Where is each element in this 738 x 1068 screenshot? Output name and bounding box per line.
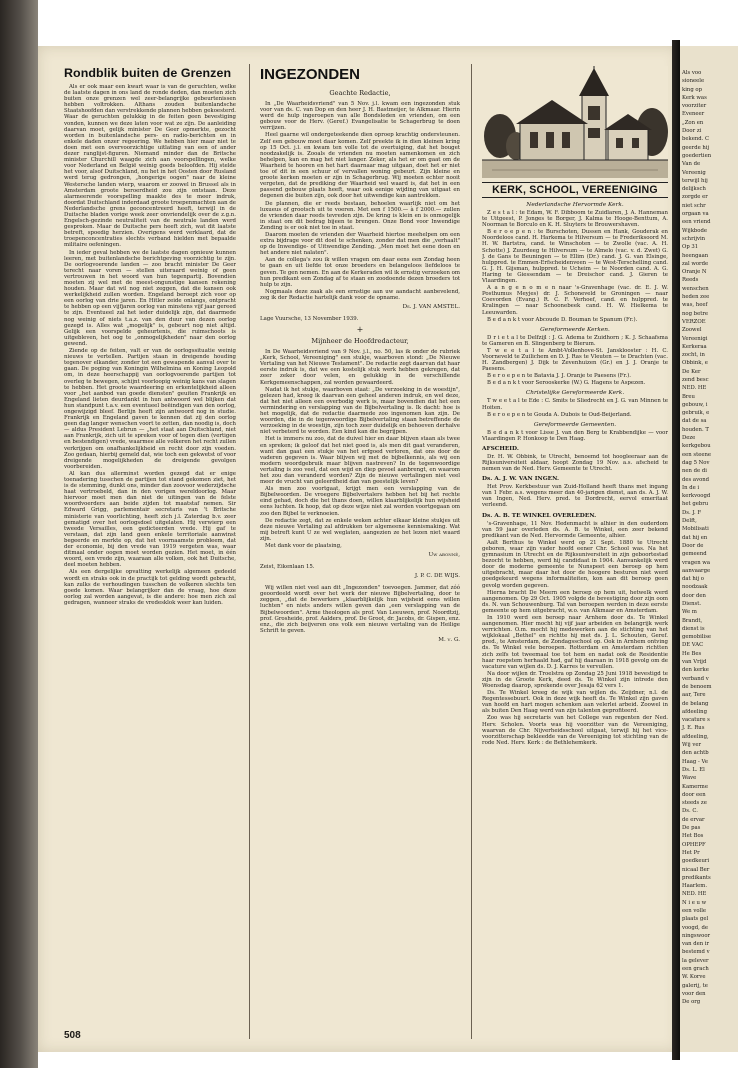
adjacent-page-line: In de i bbox=[682, 484, 700, 491]
van-ingen-body: Het Prov. Kerkbestuur van Zuid-Holland heeft thans met ingang van 1 Febr. a.s. wegens meer dan 40-jarigen dienst, aan ds. A. J. W. van Ingen, Ned. Herv. pred. te Dordrecht, eervol emeritaat verleend. bbox=[482, 484, 668, 509]
column-divider bbox=[471, 64, 472, 1039]
adjacent-page-line: een volle bbox=[682, 907, 707, 914]
adjacent-page-line: king op bbox=[682, 86, 702, 93]
te-winkel-paragraph: In 1910 werd een beroep naar Arnhem door ds. Te Winkel aangenomen. Hier mocht hij vijf jaar arbeiden en belangrijk werk verrichten. O.m. mocht hij medewerken aan de stichting van het wijklokaal „Bethel" en richtte hij met ds. J. L. Schouten, Geref. pred., te Amsterdam, de Zondagsschool op. Ook in Arnhem ontving ds. Te Winkel vele beroepen. Rotterdam en Amsterdam richtten zich zelfs tot tweemaal toe tot hem en nadat ook de Residentie haar roepstem herhaald had, gaf hij daaraan in 1918 gevolg om de vacature van wijlen ds. D. J. Karres te vervullen. bbox=[482, 614, 668, 670]
adjacent-page-line: niet schr bbox=[682, 202, 706, 209]
herv-kerk-body bbox=[482, 210, 668, 323]
geref-kerken-paragraph: D r i e t a l te Delfzijl : J. G. Adema te Zuidhorn ; K. J. Schaafsma te Gameren en B. Slingenberg te Bierum. bbox=[482, 334, 668, 347]
adjacent-page-line: dag 5 Nov bbox=[682, 459, 710, 466]
adjacent-page-line: zal worde bbox=[682, 260, 709, 267]
letter2-paragraph: Met dank voor de plaatsing, bbox=[265, 543, 342, 549]
adjacent-page-line: aar, Tere bbox=[682, 692, 706, 699]
adjacent-page-line: sioneele bbox=[682, 78, 705, 85]
separator-cross: + bbox=[356, 325, 364, 335]
adjacent-page-line: Ds. J. F bbox=[682, 509, 702, 516]
adjacent-page-line: gebouw, i bbox=[682, 401, 708, 408]
page-number: 508 bbox=[64, 1030, 81, 1041]
adjacent-page-text bbox=[682, 70, 736, 1008]
te-winkel-paragraph: 's-Gravenhage, 11 Nov. Hedenmacht is alhier in den ouderdom van 59 jaar overleden ds. A. B. te Winkel, een zeer bekend predikant van de Ned. Hervormde Gemeente, alhier. bbox=[482, 520, 668, 539]
herv-kerk-paragraph: Z e s t a l : te Edam, W. F. Dibboom te Zuidlaren, J. A. Hanneman te Uitgeest, P. Jonges te Borger, J. Kalma te Hooge-Benttum, A. Noorman te Borculo en K. H. Sluyters te Brouwershaven. bbox=[482, 210, 668, 229]
adjacent-page-line: N i e u w bbox=[682, 899, 707, 906]
adjacent-page-line: De Ker bbox=[682, 368, 701, 375]
adjacent-page-line: voorziter bbox=[682, 103, 707, 110]
section-geref-kerken: Gereformeerde Kerken. bbox=[540, 326, 610, 333]
adjacent-page-line: vacature s bbox=[682, 717, 710, 724]
rondblik-paragraph: Al kan dus allerminst worden gezegd dat er enige toenadering tusschen de partijen tot stand gekomen ziet, het is de stemming, dunkt ons, minder dan zoovoor wederzijdsche haat vertroebeld, dan in den vorigen wereldoorlog. Maar hiervoor moet men dan niet de uitingen van de felste woordvoerders aan beide zijden tot maatstaf nemen. Sir Edward Grigg, parlementair secretaris van 't Britsche ministerie van voorlichting, heeft zich j.l. Zaterdag b.v. zeer gematigd over het oorlogsdoel uitgelaten. Hij verwierp een tweede Versailles, een gedicteerden vrede. Hij gaf te verstaan, dat zijn land geen enkele territoriale aanwinst begeerde en merkte op, dat het voornaamste probleem, dat der economie, bij den vrede van 1919 vergeten was, waar ditmaal onder oogen moet worden gezien. Het moet, in één woord, een vrede zijn, waaraan alle volken, ook het Duitsche, deel moeten hebben. bbox=[64, 470, 236, 569]
adjacent-page-line: Zoowel bbox=[682, 327, 702, 334]
adjacent-page-line: heden zee bbox=[682, 294, 710, 301]
adjacent-page-line: kerkgebou bbox=[682, 443, 711, 450]
adjacent-page-line: Deze bbox=[682, 435, 696, 442]
adjacent-page-line: de benoem bbox=[682, 683, 712, 690]
church-illustration bbox=[482, 66, 668, 178]
adjacent-page-line: Brandt, bbox=[682, 617, 703, 624]
rondblik-paragraph: Als een dergelijke opvatting werkelijk algemeen gedeeld wordt en straks ook in de practijk tot gelding wordt gebracht, kan zulks de verhoudingen tusschen de volkeren slechts ten goede komen. Waar belangrijker dan de vraag, hoe deze oorlog zal worden aangevat, is die andere: hoe men zich zal gedragen, wanneer straks de vredesklok weer kan luiden. bbox=[64, 569, 236, 606]
letter2-place: Zeist, Eikenlaan 15. bbox=[260, 564, 315, 571]
adjacent-page-line: van Vrijd bbox=[682, 659, 707, 666]
adjacent-page-line: predikants bbox=[682, 874, 711, 881]
adjacent-page-line: terwijl hij bbox=[682, 177, 708, 184]
adjacent-page-line: orgaan va bbox=[682, 211, 709, 218]
letter2-signature: J. P. C. DE WIJS. bbox=[414, 573, 460, 580]
adjacent-page-line: steeds ze bbox=[682, 800, 707, 807]
te-winkel-paragraph: Aalt Berthus te Winkel werd op 21 Sept. 1880 te Utrecht geboren, waar zijn vader hoofd eener Chr. School was. Na het gymnasium in Utrecht en de Rijksuniversiteit in zijn geboortestad bezocht te hebben, werd hij candidaat in 1904. Aanvankelijk werd door de moderne gemeente te Nunspeet een beroep op hem uitgebracht, maar daar het door de hoogere besturen niet werd goedgekeurd wegens informaliteiten, kon aan dit beroep geen gevolg worden gegeven. bbox=[482, 539, 668, 589]
adjacent-page-line: Als voo bbox=[682, 70, 702, 76]
page-gutter bbox=[672, 40, 680, 1060]
te-winkel-paragraph: Na door wijlen dr. Troelstra op Zondag 25 Juni 1918 bevestigd te zijn in de Groote Kerk, deed ds. Te Winkel zijn intrede den Woensdag daarop, sprekende over Jesaja 62 vers 1. bbox=[482, 670, 668, 689]
adjacent-page-line: nicaal Ber bbox=[682, 866, 710, 873]
letter1-paragraph: Daarom moeten de vrienden der Waarheid hiertoe meehelpen om een extra bijdrage voor dit doel te schenken, zonder dat men die „verhaalt" op de Inwendige- of Uitwendige Zending. „Men moet het eene doen en het andere niet nalaten". bbox=[260, 231, 460, 257]
adjacent-page-line: plaats gel bbox=[682, 916, 709, 923]
adjacent-page-line: gemeend bbox=[682, 551, 707, 558]
geref-kerken-paragraph: B e d a n k t voor Serooskerke (W.) G. Hagens te Aspezen. bbox=[487, 380, 646, 387]
adjacent-page-line: den achtb bbox=[682, 750, 709, 757]
adjacent-page-line: Kerkeraa bbox=[682, 343, 707, 350]
adjacent-page-line: dat de sa bbox=[682, 418, 707, 425]
adjacent-page-line: schrijvin bbox=[682, 235, 706, 242]
adjacent-page-line: Op 31 bbox=[682, 244, 699, 251]
adjacent-page-line: We m bbox=[682, 609, 697, 616]
adjacent-page-line: J. E. Rus bbox=[682, 725, 705, 732]
adjacent-page-line: nog betre bbox=[682, 310, 708, 317]
adjacent-page-line: bestemd v bbox=[682, 949, 710, 956]
adjacent-page-line: galerij, te bbox=[682, 982, 708, 989]
letter2-salutation: Mijnheer de Hoofdredacteur, bbox=[311, 337, 409, 346]
adjacent-page-line: OPHEPF bbox=[682, 841, 706, 848]
adjacent-page-line: De pas bbox=[682, 825, 701, 832]
te-winkel-heading: Ds. A. B. TE WINKEL OVERLEDEN. bbox=[482, 512, 597, 519]
van-ingen-heading: Ds. A. J. W. VAN INGEN. bbox=[482, 476, 560, 483]
adjacent-page-line: Door de bbox=[682, 542, 704, 549]
ingezonden-title: INGEZONDEN bbox=[260, 66, 361, 83]
adjacent-page-line: Haag - Ve bbox=[682, 758, 708, 765]
adjacent-page-line: Oranje N bbox=[682, 269, 707, 276]
adjacent-page-line: delijksch bbox=[682, 186, 706, 193]
adjacent-page-line: het gebru bbox=[682, 501, 709, 508]
rondblik-paragraph: Als er ook maar een kwart waar is van de geruchten, welke de laatste dagen in ons land de ronde deden, dan moeten zich buiten onze grenzen wel zeer-belangrijke gebeurtenissen hebben voltrokken. Althans zouden buitenlandsche Staatshoofden dan verstrekkende plannen hebben gekoesterd. Waar de geruchten gelukkig in de feiten geen bevestiging vonden, kunnen we deze laten voor wat ze zijn. De aanleiding daarvan moet, gelijk minister De Geer opmerkte, gezocht worden in buitenlandsche pers- en radio-berichten en in enkele daden onzer regeering. We hebben hier maar niet te doen met een overvoorzichtige uitlating van een of ander dezer ranglijst-figuren. Niemand minder dan de Britsche minister Churchill waagde zich aan voorspellingen, welke voor Nederland en België weinig goeds beloofden. Hij stelde het voor, alsof Duitschland, nu het in het Oosten door Rusland werd terug gedrongen, „hongerige oogen" naar de kleine Westersche landen wierp, waarom er zoowel in Brussel als in Amsterdam groote beroerdheid zou zijn ontstaan. Deze alarmeerende voorspelling maakte des te meer indruk, doordat Duitschland inderdaad groote troepenmachten aan de Nederlandsche grens geconcentreerd heeft, terwijl in de Duitsche bladen vorige week zeer onvriendelijk over de z.g.n. Engelsch-gezinde neutraliteit van de neutrale landen werd gesproken. Maar de Duitsche pers heeft zich, wat dit laatste betreft, spoedig herzien. Overigens werd verklaard, dat de troepenconcentraties slechts verband hielden met bepaalde militaire oefeningen. bbox=[64, 84, 236, 249]
adjacent-page-line: DE VAC bbox=[682, 642, 704, 649]
adjacent-page-line: goedertien bbox=[682, 152, 712, 159]
adjacent-page-line: was, heef bbox=[682, 302, 708, 309]
adjacent-page-line: Vereenig bbox=[682, 169, 706, 176]
rondblik-paragraph: In ieder geval hebben we de laatste dagen opnieuw kunnen leeren, met buitenlandsche berichtgeving voorzichtig te zijn. De oorlogvoerende landen — zoo bracht minister De Geer terecht naar voren — stellen uiteraard weinig of geen vertrouwen in het woord van hun tegenpartij. Bovendien moeten zij wel met de meest-ongunstige kansen rekening houden. Maar dat wil nog niet zeggen, dat die kansen ook werkelijkheid zullen worden. Engeland beroept zich voor op een oorlog van drie jaren. En Hitler zeide onlangs, ontpracht te hebben op een vijfjaren oorlog van minstens vijf jaar gereed te zijn. Eventueel zal het ieder duidelijk zijn, dat daarmede nog weinig of niets t.a.z. van den duur van dezen oorlog gezegd is. Alles wat „mogelijk" is, gebeurt nog niet altijd. Gelijk een voorspelde geheurtenis, die ruimschoots is uitgebleven, het oog te „onmogelijkheden" naar den oorlog gewend. bbox=[64, 249, 236, 347]
letter1-paragraph: De plannen, die er reeds bestaan, behoelen waarlijk niet om het luxueus of grootsch uit te voeren. Met een f 1500.— à f 2000.— zullen de vrienden daar reeds tevreden zijn. De kring is klein en is onmogelijk in staat om dit bedrag bijeen te brengen. Onze Bond voor Inwendige Zending is er ook niet toe in staat. bbox=[260, 200, 460, 231]
adjacent-page-line: zend besc bbox=[682, 376, 709, 383]
letter1-paragraph: Heel gaarne wil ondergeteekende dien oproep krachtig ondersteunen. Zelf een gebouw moet daar komen. Zelf preekte ik in dien kleinen kring op 15 Oct. j.l. en kwam ten volle tot de overtuiging, dat het bouget noodzakelijk is. Zooals de vrienden nu moeten samenkomen en zich behelpen, kan en mag het niet langer. Zeker, als het er om gaat om de Waarheid te hooren en het hart daarnaar mag uitgaan, doet het er niet toe of dit in een schuur of vervallen woning gebeurt. Zijn kleine en groote kerken moeten er zijn in Schagerbrug. Wij moeten echter nooit vergeten, dat de prediking der Waarheid wel waard is, dat het in een passend gebouw plaats heeft, waar ook eenige wijding van uitgaat en degenen die buiten zijn, ook door het uitwendige kan aantrekken. bbox=[260, 132, 460, 200]
geref-kerken-paragraph: B e r o e p e n te Batavia J. J. Oranje te Paesens (Fr.). bbox=[487, 373, 632, 380]
adjacent-page-line: Breu bbox=[682, 393, 695, 400]
letter1-paragraph: Aan de collega's zou ik willen vragen om daar eens een Zondag heen te gaan en uit liefde tot onze broeders en belangeloos liefdeloos te geven. Te gen nemen. En aan de Kerkeraden wil ik ernstig verzoeken om hun predikant een Zondag af te staan en zoodoende dezen broeders tot hulp te zijn. bbox=[260, 257, 460, 288]
adjacent-page-line: Wijkbode bbox=[682, 227, 708, 234]
adjacent-page-line: He Bes bbox=[682, 650, 702, 657]
adjacent-page-line: Het Bos bbox=[682, 833, 704, 840]
adjacent-page-line: wenschen bbox=[682, 285, 709, 292]
adjacent-page-line: een steene bbox=[682, 451, 712, 458]
adjacent-page-line: Obbink, e bbox=[682, 360, 708, 367]
adjacent-page-line: des avond bbox=[682, 476, 710, 483]
kerk-school-vereeniging-masthead: KERK, SCHOOL, VEREENIGING bbox=[482, 182, 668, 198]
adjacent-page-line: van den ir bbox=[682, 941, 710, 948]
letter2-body bbox=[260, 349, 460, 549]
letter1-signature: Ds. J. VAN AMSTEL. bbox=[402, 304, 460, 310]
adjacent-page-line: bekend. C bbox=[682, 136, 710, 143]
te-winkel-paragraph: Hierna bracht De Meern een beroep op hem uit, hetwelk werd aangenomen. Op 29 Oct. 1905 volgde de bevestiging door zijn oom ds. N. van Schouwenburg. Tal van beroepen werden in deze eerste gemeente op hem uitgebracht, w.o. van Alkmaar en Amsterdam. bbox=[482, 589, 668, 614]
adjacent-page-line: nen de di bbox=[682, 468, 707, 475]
adjacent-page-line: De org bbox=[682, 999, 701, 1006]
right-column bbox=[482, 66, 668, 1041]
adjacent-page-line: „Zon en bbox=[682, 119, 704, 126]
adjacent-page-line: afdeeling bbox=[682, 708, 707, 715]
geref-gemeenten-body bbox=[482, 430, 668, 442]
geref-kerken-body bbox=[482, 335, 668, 387]
letter2-paragraph: De redactie zegt, dat ze enkele weken achter elkaar kleine stukjes uit deze nieuwe Vertaling zal afdrukken ter algemeene kennismaking. Wat mij betreft kunt U ze wel weglaten, aangezien ze het lezen niet waard zijn. bbox=[260, 517, 460, 542]
adjacent-page-line: dat hij o bbox=[682, 576, 704, 583]
editor-reply-signature: M. v. G. bbox=[438, 636, 460, 643]
adjacent-page-line: Kerk was bbox=[682, 94, 707, 101]
adjacent-page-line: Reeds bbox=[682, 277, 699, 284]
letter1-salutation: Geachte Redactie, bbox=[329, 89, 391, 97]
herv-kerk-paragraph: A a n g e n o m e n naar 's-Gravenhage (vac. dr. E. J. W. Posthumus Meyjes) dr. J. Schoneveld te Groningen — naar Coevorden (Evang.) R. C. F. Verhoef, cand. en hulppred. te Kralingen — naar Schoonebeek cand. H. W. Hielkema te Leeuwarden. bbox=[482, 285, 668, 316]
adjacent-page-line: Door zi bbox=[682, 128, 702, 135]
adjacent-page-line: Ds. L. El bbox=[682, 766, 705, 773]
adjacent-page-line: een grach bbox=[682, 966, 709, 973]
te-winkel-body bbox=[482, 521, 668, 746]
adjacent-page-line: Dienst. bbox=[682, 601, 702, 607]
adjacent-page-line: Wave bbox=[682, 775, 697, 782]
adjacent-page-line: NED. HE bbox=[682, 385, 707, 392]
te-winkel-paragraph: Zoo was hij secretaris van het College van regenten der Ned. Herv. Scholen. Voorts was hij voorzitter van de Vereeniging, waarvan de Chr. Nijverheidsschool uitgaat, terwijl hij het vice-voorzitterschap bekleedde van de Vereeniging tot stichting van de rode Ned. Herv. Kerk : de Bethlehemkerk. bbox=[482, 715, 668, 746]
adjacent-page-line: vragen wa bbox=[682, 559, 710, 566]
adjacent-page-line: Ds. C. bbox=[682, 808, 698, 815]
adjacent-page-line: geerde hij bbox=[682, 144, 710, 151]
adjacent-page-line: aanvaarge bbox=[682, 567, 711, 574]
adjacent-page-line: Van de bbox=[682, 161, 701, 168]
afscheid-heading: AFSCHEID. bbox=[482, 445, 519, 452]
adjacent-page-line: voogd, de bbox=[682, 924, 709, 931]
adjacent-page-line: Haarlem. bbox=[682, 883, 708, 890]
geref-kerken-paragraph: T w e e t a l te Ambt-Vollenhove-St. Jansklooster : H. C. Voorneveld te Zuilichem en D. J. Ras te Vleuten — te Drachten (vac. H. Zandbergen) J. Dijk te Zevenhuizen (Gr.) en J. J. Oranje te Paesens. bbox=[482, 347, 668, 373]
adjacent-page-line: heengaan bbox=[682, 252, 709, 259]
adjacent-page-line: dat hij en bbox=[682, 534, 708, 541]
adjacent-page-line: zorgde er bbox=[682, 194, 708, 201]
book-binding-shadow bbox=[0, 0, 38, 1068]
letter2-closing: Uw abonné, bbox=[428, 552, 460, 559]
afscheid-paragraph: Dr. H. W. Obbink, te Utrecht, benoemd tot hoogleeraar aan de Rijksuniversiteit aldaar, hoopt Zondag 19 Nov. a.s. afscheid te nemen van de Ned. Herv. Gemeente te Utrecht. bbox=[482, 453, 668, 473]
section-chr-geref: Christelijke Gereformeerde Kerk. bbox=[525, 390, 625, 397]
adjacent-page-line: Kamerme bbox=[682, 783, 708, 790]
adjacent-page-line: zocht, in bbox=[682, 352, 705, 359]
adjacent-page-line: een vriend bbox=[682, 219, 711, 226]
adjacent-page-line: den kerke bbox=[682, 667, 709, 674]
adjacent-page-line: Eveneer bbox=[682, 111, 705, 118]
adjacent-page-line: door een bbox=[682, 791, 706, 798]
adjacent-page-line: Mobilisati bbox=[682, 526, 709, 533]
adjacent-page-line: VERZOE bbox=[682, 318, 706, 325]
editor-reply: Wij willen niet veel aan dit „Ingezonden" toevoegen. Jammer, dat zóó geoordeeld wordt over het werk der nieuwe Bijbelvertaling, door te zeggen, „dat de bewerkers „klaarblijkelijk hun wijsheid eens willen luchten" en niets anders willen geven dan „een verslapping van de Bijbelwoorden". Arme theologen als prof. Van Leeuwen, prof. Noordtzij, prof. Grosheide, prof. Aalders, prof. De Groot, dr. Jacobs, dr. Gispen, enz. enz., die zich beijveren ons volk een nieuwe vertaling van de Heilige Schrift te geven. bbox=[260, 585, 460, 634]
adjacent-page-line: noodzaak bbox=[682, 584, 708, 591]
rondblik-paragraph: Ziende op de feiten, valt er van de oorlogssituatie weinig nieuws te vertellen. Partijen staan in dreigende houding tegenover elkander, zonder tot een gewapende aanval over te gaan. De poging van Koningin Wilhelmina en Koning Leopold om, in deze heerschappij van oorlogvoerende partijen tot overleg te bewegen, schijnt voorloopig weinig kans van slagen te hebben. Het groote waardeering en erkentelijkheid alleen voor „het aanbod van goede diensten" geuiten Frankrijk en Engeland lieten deurdankt in hun antwoord wel blijken dat hun standpunt t.a.v. een eventueel beëindigen van den oorlog, ongewijzigd bleef. Berlijn heeft zijn antwoord nog in studie. Frankrijk en Engeland gaven te kennen dat zij den oorlog geen dag langer wenschen voort te zetten, dan noodig is, doch — aldus President Lebrun — „het staat aan Duitschland, niet aan Frankrijk, zich uit te spreken voor of tegen dien (vertigen en bestendigen) vrede, waarmee alle volkeren het recht zullen verkrijgen om onafhankelijkheid en recht door zijn voeden. Zoo gedaan, hierbij gemeld dat, wie toch een gekwetst of voor dreigende mogelijkheden de dreigende gevolgen voorbereiden. bbox=[64, 348, 236, 470]
adjacent-page-line: verband v bbox=[682, 675, 709, 682]
adjacent-page-line: Delft, bbox=[682, 518, 697, 525]
rondblik-title: Rondblik buiten de Grenzen bbox=[64, 66, 232, 80]
section-herv-kerk: Nederlandsche Hervormde Kerk. bbox=[526, 202, 624, 208]
adjacent-page-edge bbox=[680, 46, 738, 1052]
middle-column bbox=[260, 66, 460, 1041]
church-drawing-icon bbox=[482, 66, 668, 178]
adjacent-page-line: Vereenigi bbox=[682, 335, 708, 342]
herv-kerk-paragraph: B e r o e p e n : te Burschoten, Dussen en Hank, Gouderak en Noordeloos cand. H. Harkema te Hilversum — te Frederiksoord M. H. W. Bartstra, cand. te Winschoten — te Zwolle (vac. A. H. Schotte) J. Zuurdeeg te Hilversum — te Almelo (vac. v. d. Zwet) G. J. de Gans te Beuningen — te Ellim (Dr.) cand. J. G. van Elsinge, hulppred. te Emmen-Erfscheidenveen — te West-Terschelling cand. G. J. H. Gijsman, hulppred. te Ucheim — te Noorden cand. A. G. Haring te Giessendam — te Dreischor cand. J. Gieren te Vlaardingen. bbox=[482, 229, 668, 285]
letter2-paragraph: Als men zoo voortgaat, krijgt men een verslapping van de Bijbelwoorden. De vroegere Bijbelvertalers hebben het bij het rechte eind gehad, doch die het thans doen, willen klaarblijkelijk hun wijsheid eens luchten. Ik hoop, dat op deze wijze niet zal worden voortgegaan om zoo den Bijbel te verknoeien. bbox=[260, 486, 460, 517]
letter2-paragraph: Nadat ik het stukje, waarboven staat: „De verzoeking in de woestijn", gelezen had, kreeg ik daarvan een geheel anderen indruk, en wel deze, dat het niet alleen een overbodig werk is, maar bovendien dat het een vermindering en verslapping van de Bijbelvertaling is. Ik dacht: hoe is het mogelijk, dat de redactie daarmede zoo ingenomen kan zijn. De woorden, die in de tegenwoordige Bijbelvertaling staan betreffende de verzoeking in de woestijn, zijn toch zeer duidelijk en behoeven derhalve niet verbeterd te worden. Een kind kan die begrijpen. bbox=[260, 386, 460, 436]
chr-geref-paragraph: B e r o e p e n te Gouda A. Dubois te Oud-Beijerland. bbox=[487, 411, 632, 418]
chr-geref-paragraph: T w e e t a l te Ede : C. Smits te Sliedrecht en J. G. van Minnen te Hoiten. bbox=[482, 398, 668, 411]
adjacent-page-line: la gelever bbox=[682, 957, 709, 964]
adjacent-page-line: Wij ver bbox=[682, 742, 702, 749]
left-column bbox=[64, 66, 236, 1001]
geref-gemeenten-paragraph: B e d a n k t voor Lisse J. van den Berg te Krabbendijke — voor Vlaardingen P. Honkoop te Den Haag. bbox=[482, 429, 668, 442]
afscheid-body bbox=[482, 454, 668, 472]
chr-geref-body bbox=[482, 398, 668, 417]
magazine-page bbox=[38, 46, 678, 1052]
letter1-place-date: Lage Vuursche, 13 November 1939. bbox=[260, 316, 359, 322]
letter2-paragraph: Het is immers nu zoo, dat de duivel hier en daar blijven staan als twee en spreken; ik geloof dat het niet goed is, als men dit gaat veranderen, want dan gaat een stukje van het erfgoed verloren, dat ons door de vaderen gegeven is. Waar blijven wij met de bijbelkennis, als wij een modern woordgebruik maar blijven nastreven? In de tegenwoordige vertaling is zoo veel, dat een wijd en diep gevoel aanbrengt, en waarom het zou dan veranderd worden? Zijn de nieuwe vertalingen niet veel meer de vrucht van geleerdheid dan van geestelijk leven? bbox=[260, 436, 460, 486]
adjacent-page-line: goedkeuri bbox=[682, 858, 710, 865]
adjacent-page-line: de belang bbox=[682, 700, 709, 707]
adjacent-page-line: houden. T bbox=[682, 426, 709, 433]
section-geref-gemeenten: Gereformeerde Gemeenten. bbox=[533, 421, 617, 428]
adjacent-page-line: ningswoor bbox=[682, 932, 711, 939]
adjacent-page-line: gebruik, e bbox=[682, 410, 710, 417]
herv-kerk-paragraph: B e d a n k t voor Abcoude D. Bouman te Spanum (Fr.). bbox=[487, 316, 638, 323]
letter1-paragraph: Nogmaals deze zaak als een ernstige aan uw aandacht aanbevelend, zeg ik der Redactie hartelijk dank voor de opname. bbox=[260, 288, 460, 301]
adjacent-page-line: W. Korve bbox=[682, 974, 706, 981]
adjacent-page-line: afdeeling, bbox=[682, 733, 709, 740]
adjacent-page-line: door den bbox=[682, 592, 706, 599]
letter1-body bbox=[260, 101, 460, 301]
adjacent-page-line: gemobilise bbox=[682, 634, 712, 641]
adjacent-page-line: de ervar bbox=[682, 816, 705, 823]
adjacent-page-line: Het Pr bbox=[682, 849, 700, 856]
letter2-paragraph: In De Waarheidsvriend van 9 Nov. j.l., no. 50, las ik onder de rubriek „Kerk, School, Vereeniging" een stukje, waarboven stond: „De Nieuwe Vertaling van het Nieuwe Testament". De redactie zegt daarvan dat haar eerste indruk is, dat we een kostelijk stuk werk hebben gekregen, dat zeer zeker door velen, en gelukkig in de verschillende Kerkgemeenschappen, zal worden gewaardeerd. bbox=[260, 349, 460, 386]
adjacent-page-line: kerkvoogd bbox=[682, 493, 711, 500]
letter1-paragraph: In „De Waarheidsvriend" van 5 Nov. j.l. kwam een ingezonden stuk voor van ds. C. van Dop en den heer J. H. Bastmeijer, te Alkmaar. Hierin werd de hulp ingeroepen van alle Bondsleden en vrienden, om een gebouw voor de Herv. (Geref.) Evangelisatie te Schagerbrug te doen verrijzen. bbox=[260, 101, 460, 132]
te-winkel-paragraph: Ds. Te Winkel kreeg de wijk van wijlen ds. Zeijdner, n.l. de Regentessebuurt. Ook in deze wijk heeft ds. Te Winkel zijn gaven van hoofd en hart mogen schenken aan velerlei arbeid. Zoowel in als buiten Den Haag werd van zijn talenten geprofiteerd. bbox=[482, 690, 668, 715]
column-divider bbox=[249, 64, 250, 1039]
adjacent-page-line: voor den bbox=[682, 990, 706, 997]
rondblik-body bbox=[64, 84, 236, 606]
adjacent-page-line: NED. HE bbox=[682, 891, 707, 898]
adjacent-page-line: dienst is bbox=[682, 625, 705, 632]
